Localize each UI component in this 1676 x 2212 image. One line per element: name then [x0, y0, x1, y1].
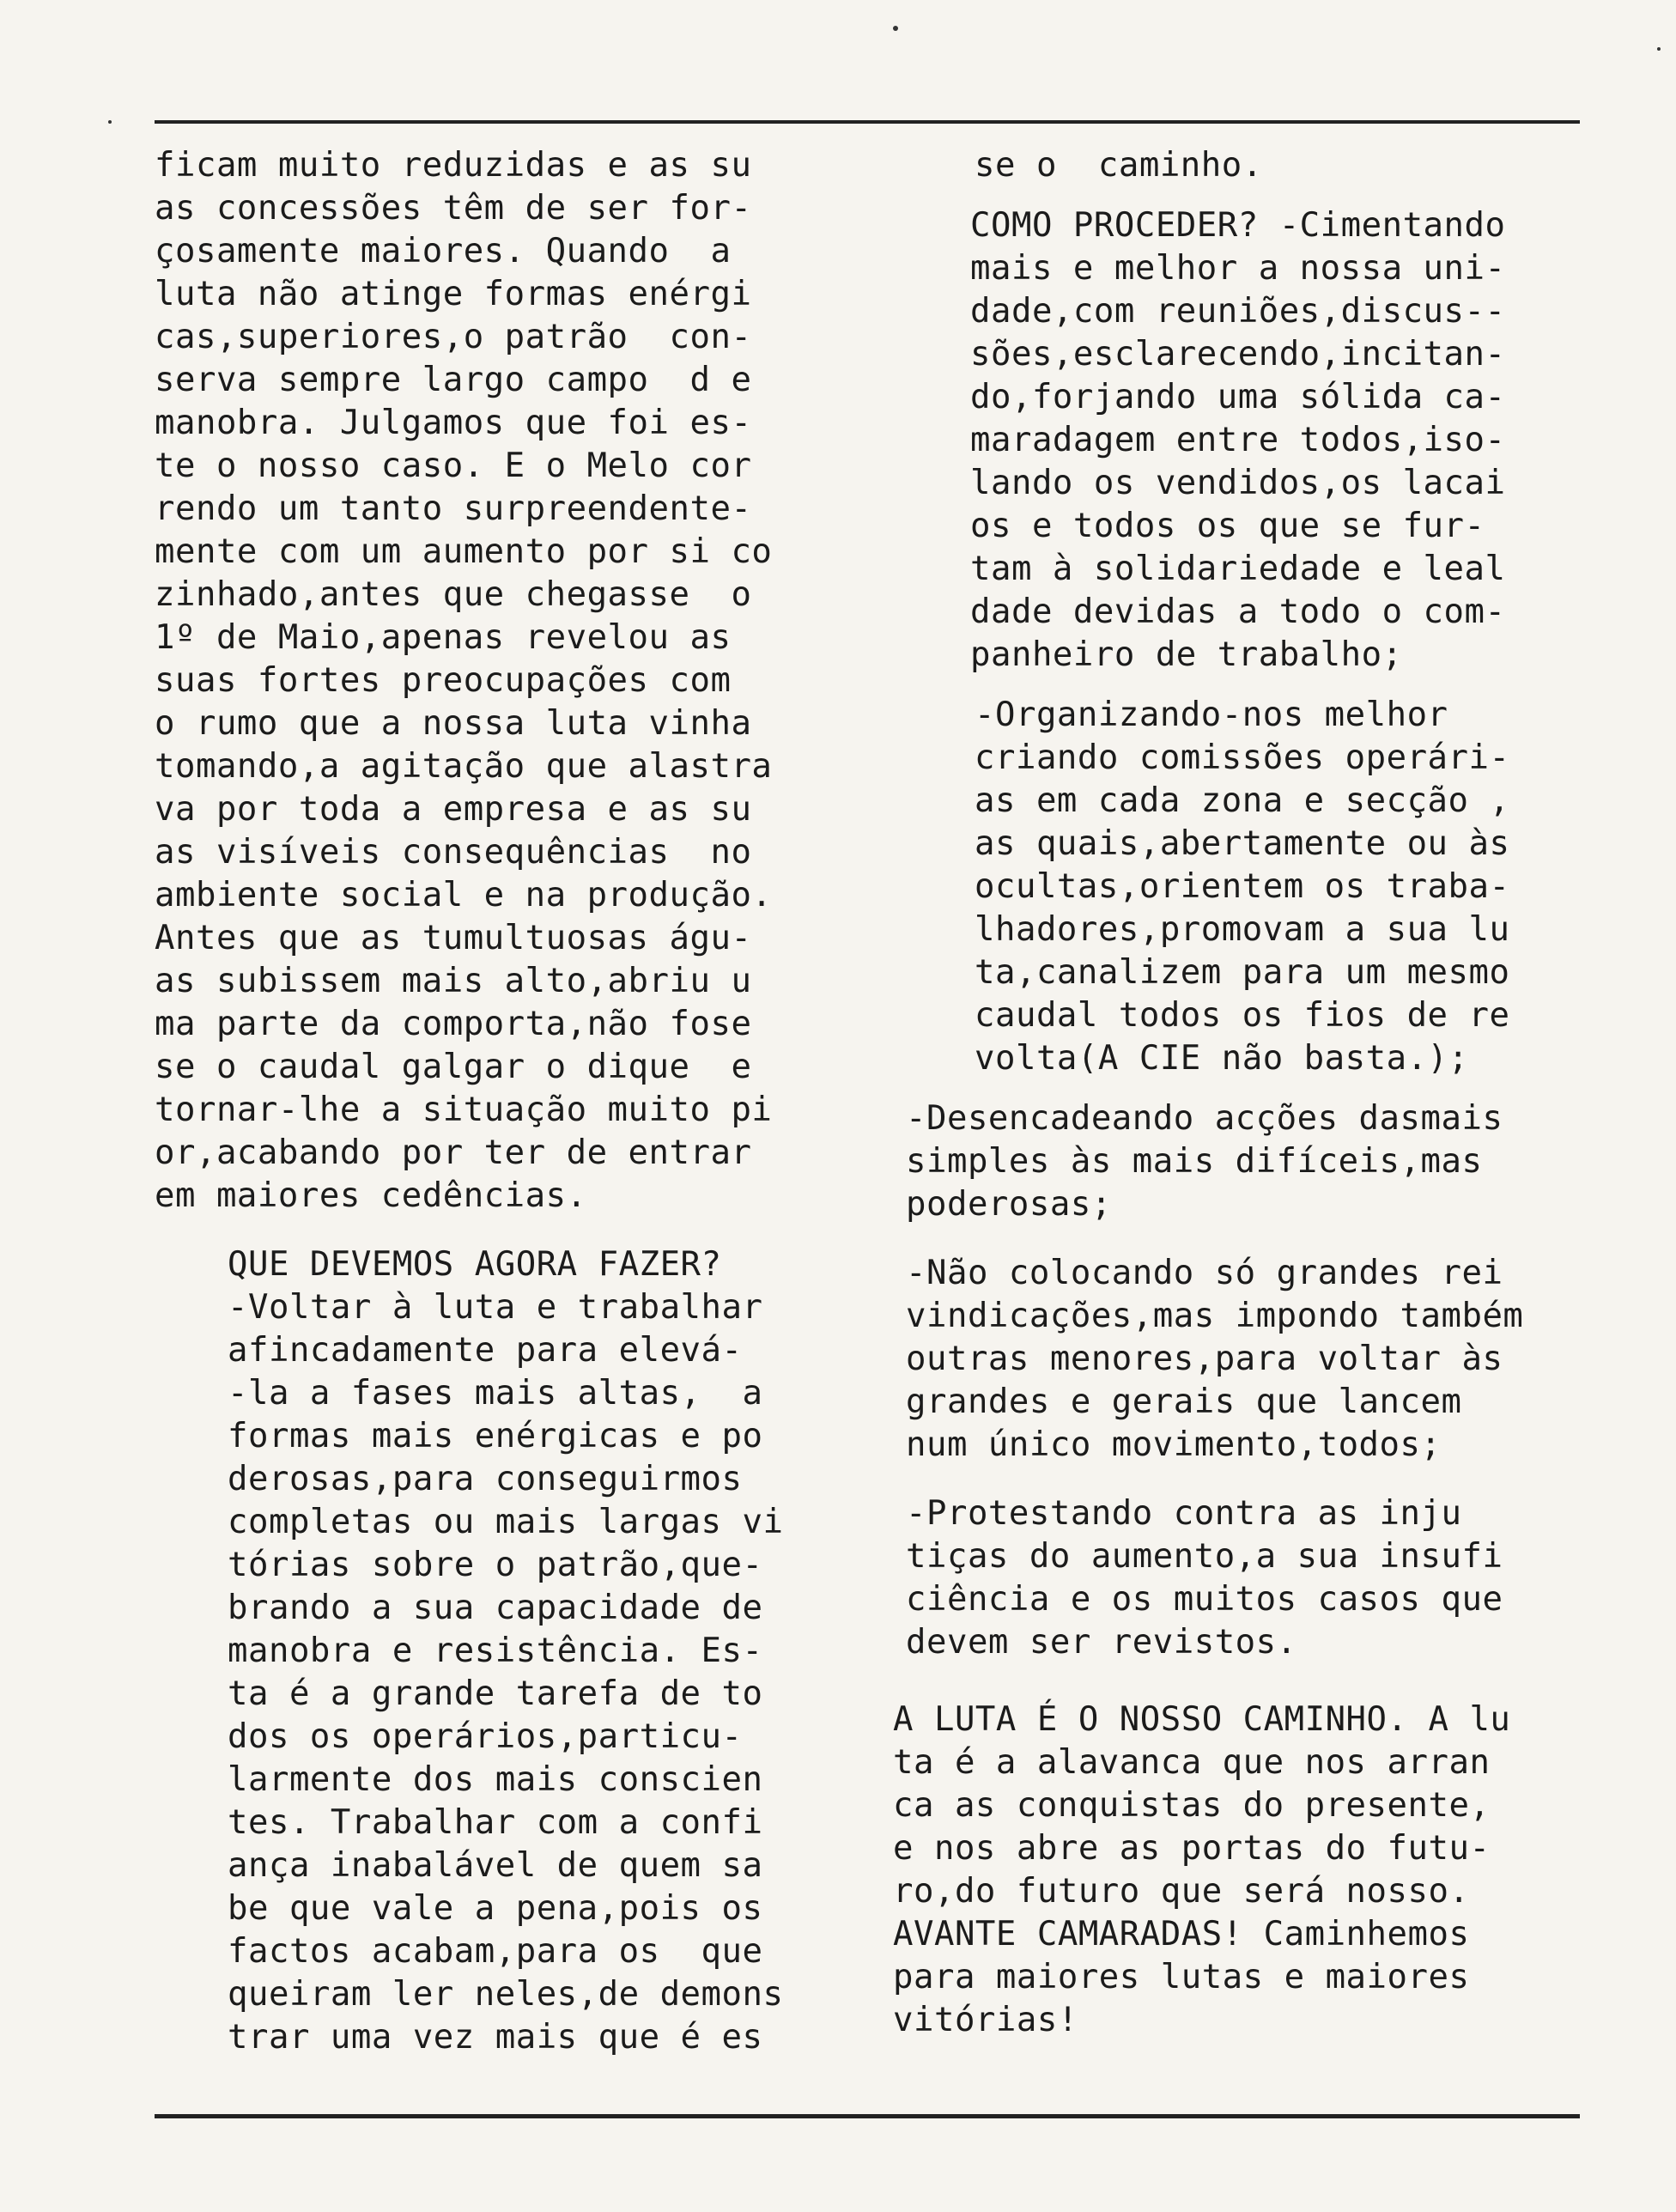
text-line: sões,esclarecendo,incitan-	[970, 335, 1506, 374]
text-line: dos os operários,particu-	[228, 1717, 743, 1756]
text-line: mais e melhor a nossa uni-	[970, 249, 1506, 288]
text-line: maradagem entre todos,iso-	[970, 421, 1506, 459]
text-line: volta(A CIE não basta.);	[975, 1039, 1469, 1078]
text-line: Antes que as tumultuosas águ-	[155, 919, 752, 957]
text-line: ciência e os muitos casos que	[906, 1580, 1503, 1619]
ink-speck	[108, 120, 112, 124]
text-line: 1º de Maio,apenas revelou as	[155, 618, 732, 657]
text-line: lando os vendidos,os lacai	[970, 464, 1506, 502]
top-rule	[155, 120, 1580, 124]
text-line: afincadamente para elevá-	[228, 1331, 743, 1370]
text-line: tiças do aumento,a sua insufi	[906, 1537, 1503, 1576]
text-line: -Não colocando só grandes rei	[906, 1254, 1503, 1292]
text-line: vitórias!	[893, 2001, 1078, 2039]
right-paragraph-5	[893, 1252, 1606, 1467]
ink-speck	[893, 26, 898, 31]
text-line: te o nosso caso. E o Melo cor	[155, 447, 752, 485]
text-line: em maiores cedências.	[155, 1176, 587, 1215]
text-line: tomando,a agitação que alastra	[155, 747, 773, 786]
text-line: suas fortes preocupações com	[155, 661, 732, 700]
text-line: ma parte da comporta,não fose	[155, 1005, 752, 1043]
text-line: serva sempre largo campo d e	[155, 361, 752, 399]
text-line: ro,do futuro que será nosso.	[893, 1872, 1470, 1911]
text-line: caudal todos os fios de re	[975, 996, 1510, 1035]
text-line: poderosas;	[906, 1185, 1112, 1224]
text-line: ta,canalizem para um mesmo	[975, 953, 1510, 992]
text-line: do,forjando uma sólida ca-	[970, 378, 1506, 416]
text-line: se o caminho.	[975, 146, 1263, 185]
left-paragraph-2	[155, 1243, 841, 2059]
text-line: -Voltar à luta e trabalhar	[228, 1288, 763, 1327]
right-paragraph-7	[893, 1698, 1606, 2042]
left-column	[155, 144, 841, 2059]
text-line: -la a fases mais altas, a	[228, 1374, 763, 1413]
text-line: brando a sua capacidade de	[228, 1589, 763, 1627]
text-line: tam à solidariedade e leal	[970, 550, 1506, 588]
text-line: se o caudal galgar o dique e	[155, 1048, 752, 1086]
text-line: ambiente social e na produção.	[155, 876, 773, 915]
text-line: simples às mais difíceis,mas	[906, 1142, 1483, 1181]
text-line: çosamente maiores. Quando a	[155, 232, 732, 270]
text-line: outras menores,para voltar às	[906, 1340, 1503, 1378]
text-line: as visíveis consequências no	[155, 833, 752, 872]
text-line: formas mais enérgicas e po	[228, 1417, 763, 1455]
text-line: zinhado,antes que chegasse o	[155, 575, 752, 614]
text-line: manobra e resistência. Es-	[228, 1632, 763, 1670]
text-line: o rumo que a nossa luta vinha	[155, 704, 752, 743]
text-line: vindicações,mas impondo também	[906, 1297, 1524, 1335]
text-line: ta é a alavanca que nos arran	[893, 1743, 1491, 1782]
text-line: QUE DEVEMOS AGORA FAZER?	[228, 1245, 722, 1284]
text-line: e nos abre as portas do futu-	[893, 1829, 1491, 1868]
text-line: rendo um tanto surpreendente-	[155, 489, 752, 528]
text-line: as subissem mais alto,abriu u	[155, 962, 752, 1000]
text-line: trar uma vez mais que é es	[228, 2018, 763, 2057]
bottom-rule	[155, 2114, 1580, 2118]
right-paragraph-4	[893, 1097, 1606, 1226]
text-line: ta é a grande tarefa de to	[228, 1674, 763, 1713]
text-line: A LUTA É O NOSSO CAMINHO. A lu	[893, 1700, 1511, 1739]
text-line: lhadores,promovam a sua lu	[975, 910, 1510, 949]
text-line: ficam muito reduzidas e as su	[155, 146, 752, 185]
text-line: ca as conquistas do presente,	[893, 1786, 1491, 1825]
right-paragraph-2	[893, 204, 1606, 677]
text-line: dade devidas a todo o com-	[970, 592, 1506, 631]
right-column	[893, 144, 1606, 2042]
text-line: cas,superiores,o patrão con-	[155, 318, 752, 356]
text-line: tes. Trabalhar com a confi	[228, 1803, 763, 1842]
left-paragraph-1	[155, 144, 841, 1218]
text-line: or,acabando por ter de entrar	[155, 1133, 752, 1172]
text-line: -Organizando-nos melhor	[975, 696, 1448, 734]
text-line: tornar-lhe a situação muito pi	[155, 1091, 773, 1129]
right-paragraph-3	[893, 694, 1606, 1080]
text-line: as em cada zona e secção ,	[975, 781, 1510, 820]
text-line: para maiores lutas e maiores	[893, 1958, 1470, 1996]
text-line: os e todos os que se fur-	[970, 507, 1485, 545]
text-line: COMO PROCEDER? -Cimentando	[970, 206, 1506, 245]
text-line: -Desencadeando acções dasmais	[906, 1099, 1503, 1138]
text-line: ança inabalável de quem sa	[228, 1846, 763, 1885]
text-line: derosas,para conseguirmos	[228, 1460, 743, 1498]
text-line: criando comissões operári-	[975, 738, 1510, 777]
text-line: panheiro de trabalho;	[970, 635, 1403, 674]
text-line: luta não atinge formas enérgi	[155, 275, 752, 313]
text-line: factos acabam,para os que	[228, 1932, 763, 1971]
text-line: mente com um aumento por si co	[155, 532, 773, 571]
text-line: manobra. Julgamos que foi es-	[155, 404, 752, 442]
text-line: larmente dos mais conscien	[228, 1760, 763, 1799]
right-paragraph-6	[893, 1492, 1606, 1664]
text-line: completas ou mais largas vi	[228, 1503, 784, 1541]
right-paragraph-1	[893, 144, 1606, 187]
text-line: as quais,abertamente ou às	[975, 824, 1510, 863]
text-line: -Protestando contra as inju	[906, 1494, 1462, 1533]
text-line: as concessões têm de ser for-	[155, 189, 752, 228]
text-line: queiram ler neles,de demons	[228, 1975, 784, 2014]
text-line: tórias sobre o patrão,que-	[228, 1546, 763, 1584]
ink-speck	[1657, 47, 1661, 51]
text-line: va por toda a empresa e as su	[155, 790, 752, 829]
text-line: devem ser revistos.	[906, 1623, 1297, 1662]
text-line: be que vale a pena,pois os	[228, 1889, 763, 1928]
text-line: num único movimento,todos;	[906, 1425, 1442, 1464]
text-line: ocultas,orientem os traba-	[975, 867, 1510, 906]
text-line: AVANTE CAMARADAS! Caminhemos	[893, 1915, 1470, 1954]
text-line: dade,com reuniões,discus--	[970, 292, 1506, 331]
text-line: grandes e gerais que lancem	[906, 1382, 1462, 1421]
